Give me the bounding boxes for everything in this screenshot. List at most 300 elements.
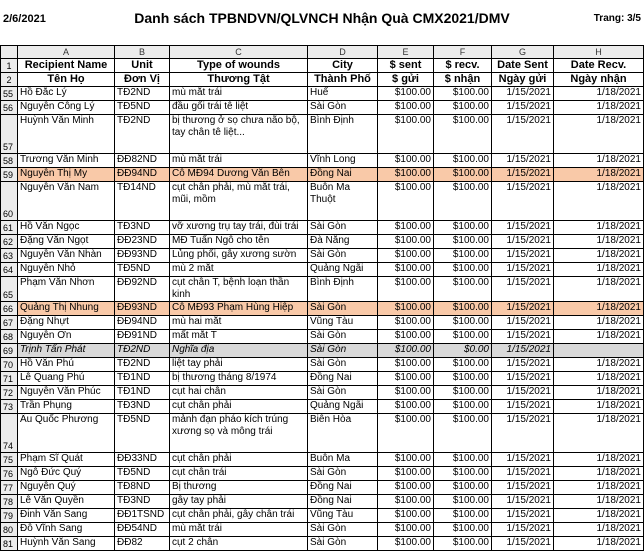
cell-city[interactable]: Sài Gòn [308,249,378,263]
cell-recipient-name[interactable]: Hồ Văn Ngọc [18,221,115,235]
cell-amount-sent[interactable]: $100.00 [378,386,434,400]
cell-date-sent[interactable]: 1/15/2021 [492,115,554,154]
cell-date-sent[interactable]: 1/15/2021 [492,372,554,386]
cell-date-sent[interactable]: 1/15/2021 [492,509,554,523]
cell-wound-type[interactable]: gẫy tay phải [170,495,308,509]
cell-date-received[interactable]: 1/18/2021 [554,182,644,221]
page-title: Danh sách TPBNDVN/QLVNCH Nhận Quà CMX2021/DMV [134,10,510,26]
cell-city[interactable]: Vĩnh Long [308,154,378,168]
table-row [1,168,644,182]
header-cell[interactable]: Ngày nhận [554,73,644,87]
cell-amount-sent[interactable]: $100.00 [378,168,434,182]
cell-unit[interactable]: TĐ5ND [115,414,170,453]
cell-wound-type[interactable]: mảnh đạn pháo kích trúng xương sọ và mông trái [170,414,308,453]
cell-date-received[interactable]: 1/18/2021 [554,523,644,537]
cell-unit[interactable]: ĐĐ54ND [115,523,170,537]
cell-wound-type[interactable]: Lủng phổi, gẫy xương sườn [170,249,308,263]
cell-city[interactable]: Sài Gòn [308,330,378,344]
cell-date-received[interactable]: 1/18/2021 [554,154,644,168]
cell-date-sent[interactable]: 1/15/2021 [492,154,554,168]
cell-unit[interactable]: ĐĐ91ND [115,330,170,344]
corner-cell[interactable] [1,46,18,59]
cell-date-sent[interactable]: 1/15/2021 [492,330,554,344]
cell-city[interactable]: Sài Gòn [308,344,378,358]
table-row [1,249,644,263]
row-number[interactable]: 62 [1,235,18,249]
header-row-vietnamese [1,73,644,87]
table-row [1,277,644,302]
cell-recipient-name[interactable]: Trần Phụng [18,400,115,414]
cell-amount-sent[interactable]: $100.00 [378,87,434,101]
row-number[interactable]: 60 [1,182,18,221]
cell-amount-sent[interactable]: $100.00 [378,302,434,316]
cell-date-sent[interactable]: 1/15/2021 [492,277,554,302]
cell-date-received[interactable]: 1/18/2021 [554,316,644,330]
cell-date-sent[interactable]: 1/15/2021 [492,400,554,414]
row-number[interactable]: 69 [1,344,18,358]
row-number[interactable]: 63 [1,249,18,263]
cell-date-received[interactable]: 1/18/2021 [554,101,644,115]
cell-amount-sent[interactable]: $100.00 [378,101,434,115]
cell-date-received[interactable]: 1/18/2021 [554,87,644,101]
cell-amount-sent[interactable]: $100.00 [378,115,434,154]
header-cell[interactable]: Date Sent [492,59,554,73]
cell-amount-received[interactable]: $100.00 [434,249,492,263]
cell-date-sent[interactable]: 1/15/2021 [492,358,554,372]
cell-amount-sent[interactable]: $100.00 [378,154,434,168]
cell-amount-sent[interactable]: $100.00 [378,235,434,249]
cell-recipient-name[interactable]: Huỳnh Văn Minh [18,115,115,154]
column-letter[interactable]: C [170,46,308,59]
header-cell[interactable]: Đơn Vị [115,73,170,87]
cell-recipient-name[interactable]: Nguyễn Nhỏ [18,263,115,277]
cell-recipient-name[interactable]: Nguyễn Công Lý [18,101,115,115]
cell-recipient-name[interactable]: Lê Quang Phú [18,372,115,386]
table-row [1,154,644,168]
cell-amount-sent[interactable]: $100.00 [378,182,434,221]
cell-date-sent[interactable]: 1/15/2021 [492,316,554,330]
cell-city[interactable]: Sài Gòn [308,467,378,481]
cell-city[interactable]: Vũng Tàu [308,316,378,330]
cell-wound-type[interactable]: mù hai mắt [170,316,308,330]
table-row [1,235,644,249]
header-cell[interactable]: Unit [115,59,170,73]
cell-wound-type[interactable]: Bị thương [170,481,308,495]
table-row [1,358,644,372]
cell-unit[interactable]: TĐ1ND [115,386,170,400]
table-row [1,182,644,221]
row-number[interactable]: 61 [1,221,18,235]
cell-date-sent[interactable]: 1/15/2021 [492,344,554,358]
cell-unit[interactable]: ĐĐ94ND [115,316,170,330]
cell-recipient-name[interactable]: Đặng Nhựt [18,316,115,330]
cell-recipient-name[interactable]: Âu Quốc Phương [18,414,115,453]
cell-unit[interactable]: TĐ5ND [115,263,170,277]
cell-wound-type[interactable]: MĐ Tuấn Ngô cho tên [170,235,308,249]
cell-amount-received[interactable]: $100.00 [434,277,492,302]
cell-amount-sent[interactable]: $100.00 [378,414,434,453]
row-number[interactable]: 58 [1,154,18,168]
cell-recipient-name[interactable]: Hồ Văn Phú [18,358,115,372]
cell-city[interactable]: Sài Gòn [308,221,378,235]
table-row [1,316,644,330]
cell-wound-type[interactable]: mất mắt T [170,330,308,344]
cell-amount-received[interactable]: $100.00 [434,330,492,344]
cell-date-received[interactable]: 1/18/2021 [554,481,644,495]
cell-date-received[interactable]: 1/18/2021 [554,467,644,481]
table-row [1,414,644,453]
row-number[interactable]: 55 [1,87,18,101]
cell-amount-received[interactable]: $100.00 [434,182,492,221]
cell-unit[interactable]: TĐ1ND [115,372,170,386]
cell-city[interactable]: Huế [308,87,378,101]
table-row [1,87,644,101]
table-row [1,344,644,358]
cell-wound-type[interactable]: Nghĩa địa [170,344,308,358]
column-letter[interactable]: B [115,46,170,59]
table-row [1,537,644,551]
cell-recipient-name[interactable]: Nguyễn Văn Nam [18,182,115,221]
cell-amount-received[interactable]: $100.00 [434,115,492,154]
cell-city[interactable]: Buôn Ma Thuột [308,182,378,221]
cell-recipient-name[interactable]: Đặng Văn Ngọt [18,235,115,249]
cell-amount-sent[interactable]: $100.00 [378,481,434,495]
cell-unit[interactable]: TĐ8ND [115,481,170,495]
header-cell[interactable]: City [308,59,378,73]
cell-date-received[interactable]: 1/18/2021 [554,330,644,344]
column-letter[interactable]: F [434,46,492,59]
cell-unit[interactable]: TĐ2ND [115,115,170,154]
table-row [1,509,644,523]
cell-date-received[interactable]: 1/18/2021 [554,221,644,235]
cell-unit[interactable]: ĐĐ92ND [115,277,170,302]
cell-date-sent[interactable]: 1/15/2021 [492,467,554,481]
cell-amount-sent[interactable]: $100.00 [378,467,434,481]
cell-unit[interactable]: TĐ14ND [115,182,170,221]
cell-wound-type[interactable]: cụt 2 chân [170,537,308,551]
row-number[interactable]: 59 [1,168,18,182]
cell-unit[interactable]: TĐ2ND [115,87,170,101]
cell-unit[interactable]: ĐĐ1TSND [115,509,170,523]
row-number[interactable]: 80 [1,523,18,537]
cell-recipient-name[interactable]: Quảng Thị Nhung [18,302,115,316]
cell-amount-sent[interactable]: $100.00 [378,330,434,344]
cell-city[interactable]: Bình Định [308,277,378,302]
cell-unit[interactable]: ĐĐ93ND [115,249,170,263]
recipient-table [0,45,644,551]
cell-amount-received[interactable]: $100.00 [434,509,492,523]
header-cell[interactable]: Thương Tật [170,73,308,87]
cell-date-received[interactable]: 1/18/2021 [554,509,644,523]
cell-amount-sent[interactable]: $100.00 [378,372,434,386]
cell-recipient-name[interactable]: Huỳnh Văn Sang [18,537,115,551]
header-cell[interactable]: $ sent [378,59,434,73]
cell-amount-received[interactable]: $100.00 [434,87,492,101]
cell-recipient-name[interactable]: Nguyễn Văn Nhàn [18,249,115,263]
cell-date-sent[interactable]: 1/15/2021 [492,221,554,235]
cell-date-sent[interactable]: 1/15/2021 [492,386,554,400]
cell-amount-received[interactable]: $100.00 [434,523,492,537]
cell-date-sent[interactable]: 1/15/2021 [492,87,554,101]
cell-city[interactable]: Sài Gòn [308,523,378,537]
cell-amount-received[interactable]: $100.00 [434,154,492,168]
cell-date-received[interactable]: 1/18/2021 [554,168,644,182]
cell-wound-type[interactable]: Cô MĐ94 Dương Văn Bên [170,168,308,182]
header-cell[interactable]: Tên Họ [18,73,115,87]
cell-date-received[interactable]: 1/18/2021 [554,372,644,386]
cell-date-sent[interactable]: 1/15/2021 [492,537,554,551]
header-cell[interactable]: Thành Phố [308,73,378,87]
header-cell[interactable]: $ recv. [434,59,492,73]
cell-city[interactable]: Đồng Nai [308,481,378,495]
cell-amount-received[interactable]: $100.00 [434,467,492,481]
cell-date-sent[interactable]: 1/15/2021 [492,168,554,182]
cell-wound-type[interactable]: mù 2 mắt [170,263,308,277]
cell-wound-type[interactable]: mù mắt trái [170,523,308,537]
cell-wound-type[interactable]: cụt chân phải [170,400,308,414]
cell-date-sent[interactable]: 1/15/2021 [492,453,554,467]
cell-wound-type[interactable]: cụt chân phải [170,453,308,467]
cell-date-sent[interactable]: 1/15/2021 [492,495,554,509]
column-letter[interactable]: E [378,46,434,59]
cell-amount-sent[interactable]: $100.00 [378,221,434,235]
cell-amount-received[interactable]: $100.00 [434,495,492,509]
table-row [1,115,644,154]
cell-date-received[interactable]: 1/18/2021 [554,115,644,154]
cell-city[interactable]: Biên Hòa [308,414,378,453]
table-row [1,302,644,316]
cell-amount-received[interactable]: $100.00 [434,537,492,551]
cell-date-received[interactable]: 1/18/2021 [554,414,644,453]
cell-recipient-name[interactable]: Nguyễn Ơn [18,330,115,344]
cell-unit[interactable]: ĐĐ82 [115,537,170,551]
cell-unit[interactable]: ĐĐ33ND [115,453,170,467]
header-cell[interactable]: Date Recv. [554,59,644,73]
cell-unit[interactable]: TĐ3ND [115,400,170,414]
cell-amount-received[interactable]: $100.00 [434,168,492,182]
cell-unit[interactable]: TĐ5ND [115,101,170,115]
print-date: 2/6/2021 [3,13,46,25]
cell-unit[interactable]: TĐ3ND [115,221,170,235]
cell-wound-type[interactable]: cụt hai chân [170,386,308,400]
row-number[interactable]: 72 [1,386,18,400]
cell-date-received[interactable]: 1/18/2021 [554,358,644,372]
column-letter[interactable]: G [492,46,554,59]
cell-city[interactable]: Vũng Tàu [308,509,378,523]
cell-recipient-name[interactable]: Trịnh Tấn Phát [18,344,115,358]
cell-amount-received[interactable]: $100.00 [434,481,492,495]
row-number[interactable]: 68 [1,330,18,344]
row-number[interactable]: 71 [1,372,18,386]
cell-amount-sent[interactable]: $100.00 [378,537,434,551]
cell-recipient-name[interactable]: Hồ Đắc Lý [18,87,115,101]
row-number[interactable]: 75 [1,453,18,467]
row-number[interactable]: 65 [1,277,18,302]
row-number[interactable]: 70 [1,358,18,372]
cell-city[interactable]: Sài Gòn [308,101,378,115]
cell-date-received[interactable]: 1/18/2021 [554,277,644,302]
cell-unit[interactable]: TĐ5ND [115,467,170,481]
cell-recipient-name[interactable]: Trương Văn Minh [18,154,115,168]
cell-amount-sent[interactable]: $100.00 [378,523,434,537]
cell-recipient-name[interactable]: Lê Văn Quyền [18,495,115,509]
cell-amount-sent[interactable]: $100.00 [378,400,434,414]
row-number[interactable]: 78 [1,495,18,509]
table-row [1,330,644,344]
cell-unit[interactable]: TĐ2ND [115,344,170,358]
header-cell[interactable]: Type of wounds [170,59,308,73]
cell-unit[interactable]: ĐĐ93ND [115,302,170,316]
row-number[interactable]: 74 [1,414,18,453]
header-cell[interactable]: Ngày gửi [492,73,554,87]
row-number[interactable]: 64 [1,263,18,277]
cell-recipient-name[interactable]: Phạm Sĩ Quát [18,453,115,467]
row-number[interactable]: 73 [1,400,18,414]
cell-wound-type[interactable]: liệt tay phải [170,358,308,372]
cell-amount-sent[interactable]: $100.00 [378,316,434,330]
cell-date-received[interactable]: 1/18/2021 [554,386,644,400]
cell-city[interactable]: Đồng Nai [308,168,378,182]
row-number[interactable]: 76 [1,467,18,481]
cell-wound-type[interactable]: cụt chân phải, gẫy chân trái [170,509,308,523]
cell-wound-type[interactable]: vỡ xương trụ tay trái, đùi trái [170,221,308,235]
cell-unit[interactable]: TĐ3ND [115,495,170,509]
cell-amount-received[interactable]: $100.00 [434,302,492,316]
cell-amount-received[interactable]: $100.00 [434,414,492,453]
cell-date-received[interactable]: 1/18/2021 [554,400,644,414]
table-row [1,221,644,235]
cell-city[interactable]: Bình Định [308,115,378,154]
row-number[interactable]: 57 [1,115,18,154]
row-number[interactable]: 79 [1,509,18,523]
cell-unit[interactable]: ĐĐ82ND [115,154,170,168]
cell-wound-type[interactable]: bị thương ở sọ chưa não bộ, tay chân tê liệt... [170,115,308,154]
cell-date-received[interactable]: 1/18/2021 [554,263,644,277]
cell-wound-type[interactable]: cụt chân trái [170,467,308,481]
cell-date-sent[interactable]: 1/15/2021 [492,101,554,115]
cell-city[interactable]: Sài Gòn [308,358,378,372]
cell-unit[interactable]: TĐ2ND [115,358,170,372]
cell-date-received[interactable] [554,344,644,358]
row-number[interactable]: 1 [1,59,18,73]
cell-amount-received[interactable]: $0.00 [434,344,492,358]
cell-wound-type[interactable]: cụt chân T, bệnh loạn thần kinh [170,277,308,302]
cell-city[interactable]: Sài Gòn [308,302,378,316]
cell-wound-type[interactable]: mù mắt trái [170,87,308,101]
page-number: Trang: 3/5 [593,13,641,24]
header-row-english [1,59,644,73]
row-number[interactable]: 56 [1,101,18,115]
column-letter[interactable]: D [308,46,378,59]
cell-date-received[interactable]: 1/18/2021 [554,249,644,263]
cell-amount-sent[interactable]: $100.00 [378,453,434,467]
cell-recipient-name[interactable]: Đỗ Vĩnh Sang [18,523,115,537]
row-number[interactable]: 2 [1,73,18,87]
header-cell[interactable]: $ gửi [378,73,434,87]
cell-date-received[interactable]: 1/18/2021 [554,453,644,467]
table-row [1,523,644,537]
cell-amount-sent[interactable]: $100.00 [378,277,434,302]
column-letter[interactable]: A [18,46,115,59]
cell-wound-type[interactable]: mù mắt trái [170,154,308,168]
cell-amount-sent[interactable]: $100.00 [378,249,434,263]
cell-amount-received[interactable]: $100.00 [434,358,492,372]
cell-recipient-name[interactable]: Nguyễn Văn Phúc [18,386,115,400]
row-number[interactable]: 66 [1,302,18,316]
cell-amount-received[interactable]: $100.00 [434,372,492,386]
cell-date-sent[interactable]: 1/15/2021 [492,249,554,263]
cell-date-received[interactable]: 1/18/2021 [554,537,644,551]
cell-recipient-name[interactable]: Đinh Văn Sang [18,509,115,523]
cell-date-sent[interactable]: 1/15/2021 [492,302,554,316]
cell-wound-type[interactable]: đầu gối trái tê liệt [170,101,308,115]
table-row [1,386,644,400]
cell-recipient-name[interactable]: Phạm Văn Nhơn [18,277,115,302]
cell-recipient-name[interactable]: Nguyễn Thị My [18,168,115,182]
cell-date-received[interactable]: 1/18/2021 [554,495,644,509]
cell-date-sent[interactable]: 1/15/2021 [492,481,554,495]
cell-city[interactable]: Đồng Nai [308,372,378,386]
cell-date-received[interactable]: 1/18/2021 [554,235,644,249]
cell-recipient-name[interactable]: Ngô Đức Quý [18,467,115,481]
cell-amount-sent[interactable]: $100.00 [378,495,434,509]
cell-city[interactable]: Buôn Ma [308,453,378,467]
cell-amount-sent[interactable]: $100.00 [378,358,434,372]
cell-amount-sent[interactable]: $100.00 [378,344,434,358]
cell-wound-type[interactable]: Cô MĐ93 Phạm Hùng Hiệp [170,302,308,316]
table-row [1,372,644,386]
cell-amount-received[interactable]: $100.00 [434,235,492,249]
table-row [1,101,644,115]
cell-date-sent[interactable]: 1/15/2021 [492,523,554,537]
table-row [1,467,644,481]
row-number[interactable]: 81 [1,537,18,551]
header-cell[interactable]: Recipient Name [18,59,115,73]
cell-amount-received[interactable]: $100.00 [434,453,492,467]
cell-amount-received[interactable]: $100.00 [434,400,492,414]
cell-amount-received[interactable]: $100.00 [434,101,492,115]
cell-city[interactable]: Quảng Ngãi [308,263,378,277]
table-row [1,495,644,509]
cell-city[interactable]: Sài Gòn [308,386,378,400]
row-number[interactable]: 67 [1,316,18,330]
cell-city[interactable]: Đà Nẵng [308,235,378,249]
cell-city[interactable]: Sài Gòn [308,537,378,551]
column-letter-row [1,46,644,59]
cell-amount-sent[interactable]: $100.00 [378,509,434,523]
column-letter[interactable]: H [554,46,644,59]
cell-wound-type[interactable]: bị thương tháng 8/1974 [170,372,308,386]
cell-amount-received[interactable]: $100.00 [434,316,492,330]
cell-date-sent[interactable]: 1/15/2021 [492,414,554,453]
cell-wound-type[interactable]: cụt chân phải, mù mắt trái, mũi, mồm [170,182,308,221]
cell-unit[interactable]: ĐĐ23ND [115,235,170,249]
cell-city[interactable]: Đồng Nai [308,495,378,509]
cell-amount-received[interactable]: $100.00 [434,263,492,277]
cell-amount-sent[interactable]: $100.00 [378,263,434,277]
cell-date-sent[interactable]: 1/15/2021 [492,235,554,249]
row-number[interactable]: 77 [1,481,18,495]
cell-unit[interactable]: ĐĐ94ND [115,168,170,182]
header-cell[interactable]: $ nhận [434,73,492,87]
cell-date-sent[interactable]: 1/15/2021 [492,263,554,277]
cell-recipient-name[interactable]: Nguyễn Quý [18,481,115,495]
cell-city[interactable]: Quảng Ngãi [308,400,378,414]
cell-amount-received[interactable]: $100.00 [434,221,492,235]
cell-date-sent[interactable]: 1/15/2021 [492,182,554,221]
cell-amount-received[interactable]: $100.00 [434,386,492,400]
cell-date-received[interactable]: 1/18/2021 [554,302,644,316]
